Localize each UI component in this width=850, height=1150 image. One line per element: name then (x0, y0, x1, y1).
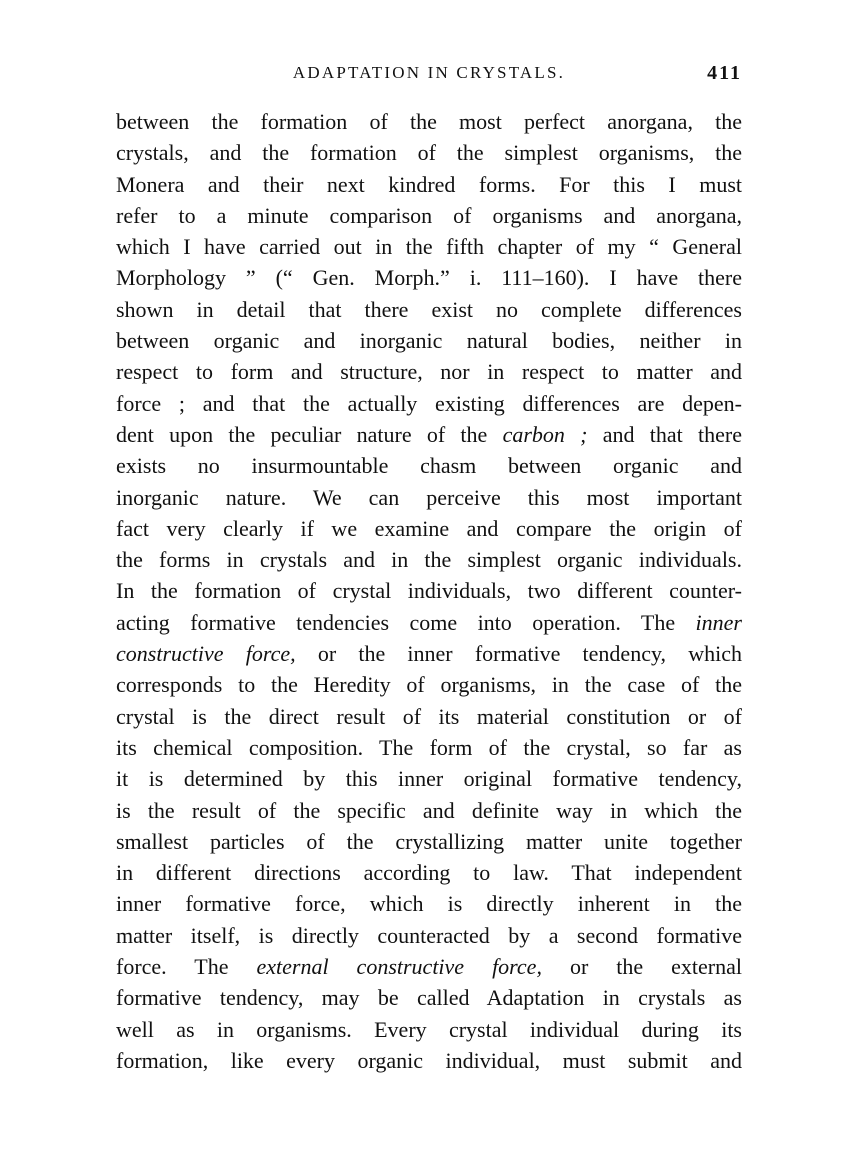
text-line (116, 888, 742, 919)
text-line (116, 669, 742, 700)
text-segment: inner formative force, which is directly inherent in the (116, 891, 742, 917)
running-header (116, 58, 742, 88)
text-segment: which I have carried out in the fifth chapter of my “ General (116, 234, 742, 260)
text-segment: shown in detail that there exist no complete differences (116, 296, 742, 322)
text-segment: inorganic nature. We can perceive this most important (116, 484, 742, 510)
text-line (116, 701, 742, 732)
text-line (116, 1045, 742, 1076)
text-segment: fact very clearly if we examine and compare the origin of (116, 515, 742, 541)
text-line (116, 513, 742, 544)
text-line (116, 607, 742, 638)
text-line (116, 262, 742, 293)
italic-text: external constructive force, (256, 954, 542, 980)
text-line (116, 482, 742, 513)
text-segment: crystals, and the formation of the simplest organisms, the (116, 140, 742, 166)
text-line (116, 169, 742, 200)
text-segment: formation, like every organic individual, must submit and (116, 1047, 742, 1073)
text-segment: or the external (541, 954, 742, 980)
text-line (116, 544, 742, 575)
italic-text: constructive force, (116, 641, 296, 667)
text-line (116, 826, 742, 857)
text-segment: smallest particles of the crystallizing matter unite together (116, 828, 742, 854)
text-segment: acting formative tendencies come into operation. The (116, 609, 696, 635)
text-segment: refer to a minute comparison of organisms and anorgana, (116, 202, 742, 228)
text-line (116, 857, 742, 888)
text-line (116, 1014, 742, 1045)
text-segment: dent upon the peculiar nature of the (116, 421, 503, 447)
text-line (116, 795, 742, 826)
text-line (116, 450, 742, 481)
text-segment: In the formation of crystal individuals, two different counter- (116, 578, 742, 604)
text-line (116, 231, 742, 262)
text-line (116, 137, 742, 168)
italic-text: inner (695, 609, 742, 635)
text-segment: Morphology ” (“ Gen. Morph.” i. 111–160). I have there (116, 265, 742, 291)
text-line (116, 763, 742, 794)
text-line (116, 575, 742, 606)
text-line (116, 294, 742, 325)
text-segment: or the inner formative tendency, which (295, 641, 742, 667)
text-line (116, 388, 742, 419)
text-segment: between the formation of the most perfect anorgana, the (116, 109, 742, 134)
text-line (116, 920, 742, 951)
italic-text: carbon ; (502, 421, 588, 447)
body-paragraph (116, 106, 742, 1076)
text-line (116, 325, 742, 356)
text-segment: in different directions according to law. That independent (116, 860, 742, 886)
text-segment: matter itself, is directly counteracted by a second formative (116, 922, 742, 948)
text-line (116, 638, 742, 669)
text-line (116, 732, 742, 763)
text-segment: respect to form and structure, nor in respect to matter and (116, 359, 742, 385)
text-segment: is the result of the specific and definite way in which the (116, 797, 742, 823)
text-segment: it is determined by this inner original formative tendency, (116, 766, 742, 792)
text-segment: Monera and their next kindred forms. For this I must (116, 171, 742, 197)
text-line (116, 951, 742, 982)
text-line (116, 982, 742, 1013)
text-segment: well as in organisms. Every crystal individual during its (116, 1016, 742, 1042)
text-segment: between organic and inorganic natural bodies, neither in (116, 328, 742, 354)
text-segment: crystal is the direct result of its material constitution or of (116, 703, 742, 729)
text-segment: formative tendency, may be called Adaptation in crystals as (116, 985, 742, 1011)
text-segment: force. The (116, 954, 257, 980)
text-segment: the forms in crystals and in the simplest organic individuals. (116, 547, 742, 573)
text-line (116, 356, 742, 387)
text-segment: exists no insurmountable chasm between organic and (116, 453, 742, 479)
text-segment: and that there (587, 421, 742, 447)
text-segment: force ; and that the actually existing differences are depen- (116, 390, 742, 416)
text-line (116, 200, 742, 231)
running-title: ADAPTATION IN CRYSTALS. (292, 63, 566, 82)
text-line (116, 106, 742, 137)
text-segment: corresponds to the Heredity of organisms, in the case of the (116, 672, 742, 698)
text-line (116, 419, 742, 450)
text-segment: its chemical composition. The form of the crystal, so far as (116, 734, 742, 760)
page-number: 411 (707, 62, 742, 84)
